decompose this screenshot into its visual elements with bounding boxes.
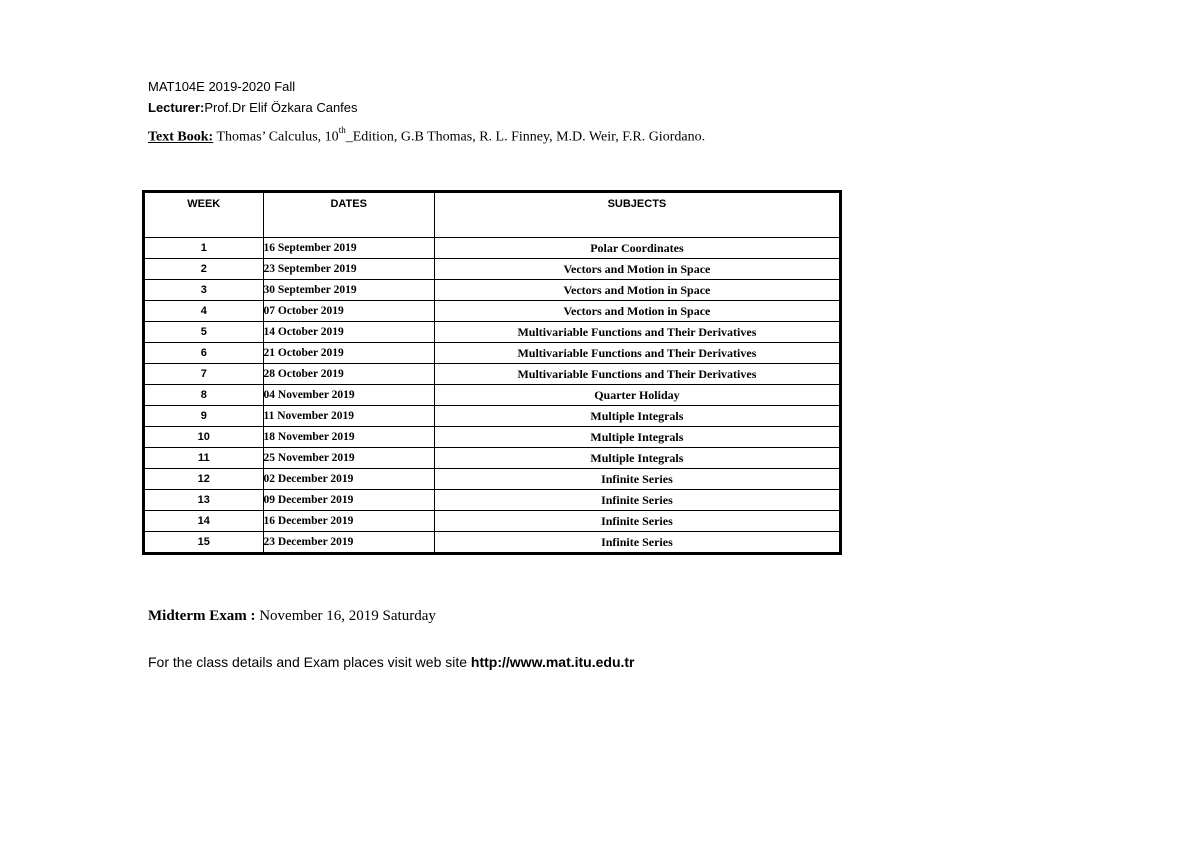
week-cell: 3 (144, 280, 264, 301)
week-cell: 5 (144, 322, 264, 343)
website-url[interactable]: http://www.mat.itu.edu.tr (470, 654, 635, 670)
subject-cell: Multiple Integrals (434, 406, 840, 427)
header-dates: DATES (263, 192, 434, 238)
website-line (148, 654, 635, 670)
subject-cell: Vectors and Motion in Space (434, 259, 840, 280)
lecturer-label: Lecturer: (148, 100, 205, 115)
week-cell: 8 (144, 385, 264, 406)
week-cell: 9 (144, 406, 264, 427)
date-cell: 25 November 2019 (263, 448, 434, 469)
table-row (144, 322, 841, 343)
date-cell: 16 September 2019 (263, 238, 434, 259)
date-cell: 14 October 2019 (263, 322, 434, 343)
subject-cell: Infinite Series (434, 469, 840, 490)
course-title: MAT104E 2019-2020 Fall (148, 79, 296, 94)
midterm-line (148, 608, 436, 625)
date-cell: 23 September 2019 (263, 259, 434, 280)
date-cell: 11 November 2019 (263, 406, 434, 427)
week-cell: 14 (144, 511, 264, 532)
lecturer-name: Prof.Dr Elif Özkara Canfes (204, 100, 358, 115)
table-row (144, 511, 841, 532)
week-cell: 15 (144, 532, 264, 554)
date-cell: 07 October 2019 (263, 301, 434, 322)
week-cell: 4 (144, 301, 264, 322)
date-cell: 23 December 2019 (263, 532, 434, 554)
week-cell: 13 (144, 490, 264, 511)
table-row (144, 238, 841, 259)
subject-cell: Infinite Series (434, 511, 840, 532)
subject-cell: Infinite Series (434, 532, 840, 554)
table-row (144, 259, 841, 280)
week-cell: 6 (144, 343, 264, 364)
date-cell: 18 November 2019 (263, 427, 434, 448)
table-row (144, 364, 841, 385)
date-cell: 16 December 2019 (263, 511, 434, 532)
subject-cell: Multivariable Functions and Their Derivatives (434, 322, 840, 343)
table-row (144, 343, 841, 364)
header-week: WEEK (144, 192, 264, 238)
subject-cell: Quarter Holiday (434, 385, 840, 406)
table-row (144, 301, 841, 322)
week-cell: 1 (144, 238, 264, 259)
header-subjects: SUBJECTS (434, 192, 840, 238)
subject-cell: Vectors and Motion in Space (434, 301, 840, 322)
table-row (144, 469, 841, 490)
subject-cell: Multivariable Functions and Their Derivatives (434, 343, 840, 364)
date-cell: 21 October 2019 (263, 343, 434, 364)
subject-cell: Vectors and Motion in Space (434, 280, 840, 301)
date-cell: 28 October 2019 (263, 364, 434, 385)
subject-cell: Multiple Integrals (434, 427, 840, 448)
date-cell: 02 December 2019 (263, 469, 434, 490)
table-row (144, 385, 841, 406)
table-row (144, 448, 841, 469)
table-row (144, 490, 841, 511)
schedule-body (144, 238, 841, 554)
date-cell: 09 December 2019 (263, 490, 434, 511)
textbook-authors: _Edition, G.B Thomas, R. L. Finney, M.D. Weir, F.R. Giordano. (345, 129, 706, 145)
midterm-date: November 16, 2019 Saturday (255, 608, 436, 624)
subject-cell: Multivariable Functions and Their Derivatives (434, 364, 840, 385)
week-cell: 7 (144, 364, 264, 385)
date-cell: 04 November 2019 (263, 385, 434, 406)
week-cell: 10 (144, 427, 264, 448)
week-cell: 11 (144, 448, 264, 469)
table-row (144, 406, 841, 427)
lecturer-line (148, 100, 358, 115)
textbook-title: Thomas’ Calculus, 10 (213, 129, 339, 145)
table-row (144, 532, 841, 554)
website-text: For the class details and Exam places visit web site (148, 654, 471, 670)
subject-cell: Infinite Series (434, 490, 840, 511)
table-header-row (144, 192, 841, 238)
textbook-label: Text Book: (148, 129, 214, 145)
table-row (144, 427, 841, 448)
week-cell: 12 (144, 469, 264, 490)
textbook-line (148, 127, 705, 146)
midterm-label: Midterm Exam : (148, 608, 256, 624)
table-row (144, 280, 841, 301)
subject-cell: Polar Coordinates (434, 238, 840, 259)
schedule-table (142, 190, 842, 555)
subject-cell: Multiple Integrals (434, 448, 840, 469)
date-cell: 30 September 2019 (263, 280, 434, 301)
textbook-edition-sup: th (338, 125, 346, 135)
week-cell: 2 (144, 259, 264, 280)
